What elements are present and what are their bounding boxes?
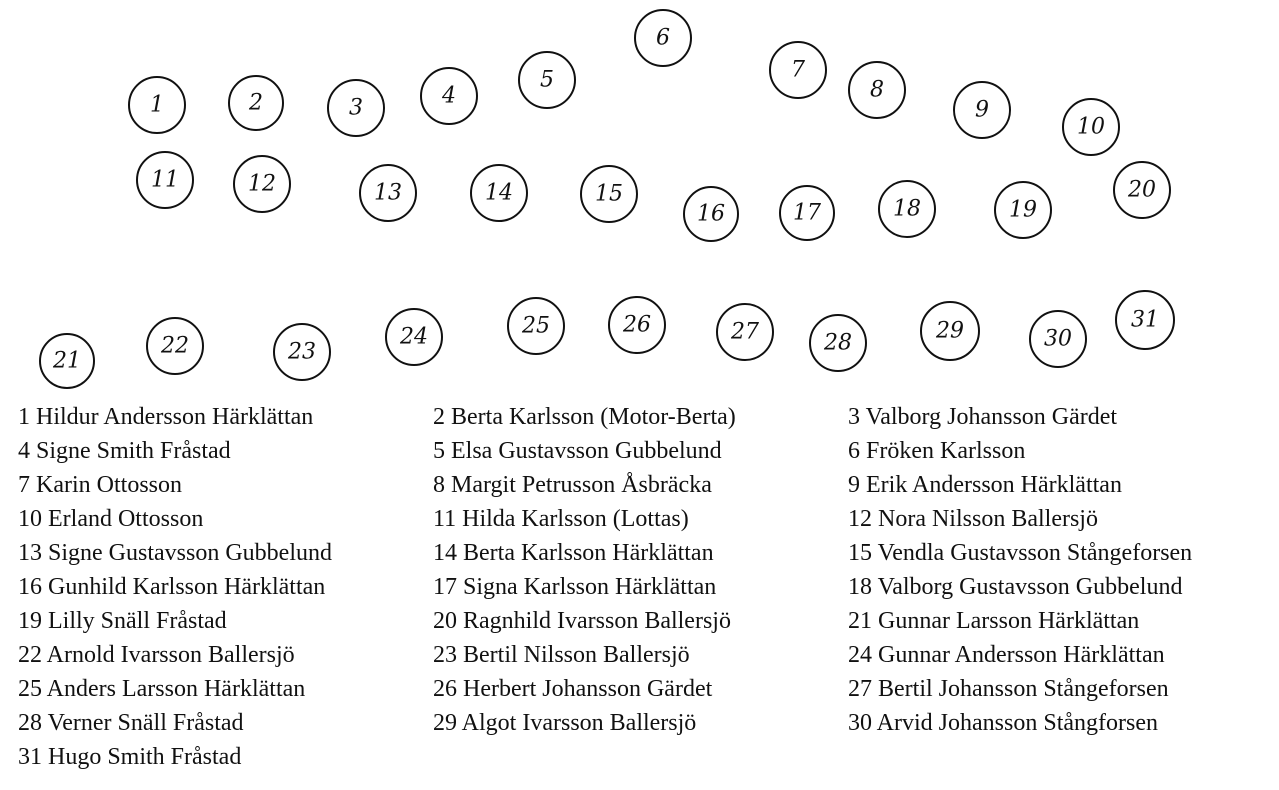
seat-12 (234, 156, 290, 212)
seat-3 (328, 80, 384, 136)
legend-entry: 16 Gunhild Karlsson Härklättan (18, 574, 326, 600)
legend-entry: 1 Hildur Andersson Härklättan (18, 404, 314, 430)
seat-number: 3 (349, 95, 363, 121)
seat-8 (849, 62, 905, 118)
seat-5 (519, 52, 575, 108)
seat-23 (274, 324, 330, 380)
seat-1 (129, 77, 185, 133)
legend-entry: 25 Anders Larsson Härklättan (18, 676, 306, 702)
legend-entry: 19 Lilly Snäll Fråstad (18, 608, 227, 634)
seat-number: 31 (1131, 307, 1159, 333)
legend-column-1 (18, 400, 332, 774)
seat-number: 16 (697, 201, 725, 227)
legend-entry: 4 Signe Smith Fråstad (18, 438, 231, 464)
legend-entry: 27 Bertil Johansson Stångeforsen (848, 676, 1169, 702)
seat-20 (1114, 162, 1170, 218)
seat-number: 22 (161, 333, 189, 359)
legend-entry: 9 Erik Andersson Härklättan (848, 472, 1122, 498)
seat-number: 14 (485, 180, 513, 206)
legend-column-2 (433, 400, 736, 740)
legend-entry: 2 Berta Karlsson (Motor-Berta) (433, 404, 736, 430)
legend-entry: 26 Herbert Johansson Gärdet (433, 676, 713, 702)
seat-number: 27 (731, 319, 759, 345)
seat-17 (780, 186, 834, 240)
legend-entry: 14 Berta Karlsson Härklättan (433, 540, 714, 566)
seat-21 (40, 334, 94, 388)
legend-entry: 29 Algot Ivarsson Ballersjö (433, 710, 697, 736)
seat-number: 1 (150, 92, 164, 118)
seat-30 (1030, 311, 1086, 367)
seat-31 (1116, 291, 1174, 349)
seat-10 (1063, 99, 1119, 155)
seat-14 (471, 165, 527, 221)
seat-16 (684, 187, 738, 241)
legend-entry: 6 Fröken Karlsson (848, 438, 1026, 464)
seat-number: 11 (151, 167, 179, 193)
seat-number: 24 (400, 324, 428, 350)
seat-2 (229, 76, 283, 130)
seat-number: 15 (595, 181, 623, 207)
legend-entry: 7 Karin Ottosson (18, 472, 182, 498)
seat-25 (508, 298, 564, 354)
legend-entry: 10 Erland Ottosson (18, 506, 204, 532)
legend-entry: 23 Bertil Nilsson Ballersjö (433, 642, 690, 668)
seat-6 (635, 10, 691, 66)
seat-11 (137, 152, 193, 208)
seat-number: 20 (1128, 177, 1156, 203)
legend-entry: 20 Ragnhild Ivarsson Ballersjö (433, 608, 731, 634)
seat-number: 29 (936, 318, 964, 344)
seat-26 (609, 297, 665, 353)
legend-entry: 5 Elsa Gustavsson Gubbelund (433, 438, 722, 464)
seat-number: 8 (870, 77, 884, 103)
legend-entry: 8 Margit Petrusson Åsbräcka (433, 472, 712, 498)
seat-4 (421, 68, 477, 124)
seat-number: 6 (656, 25, 670, 51)
legend-entry: 21 Gunnar Larsson Härklättan (848, 608, 1140, 634)
legend-entry: 12 Nora Nilsson Ballersjö (848, 506, 1098, 532)
seat-number: 9 (975, 97, 989, 123)
seat-29 (921, 302, 979, 360)
seat-number: 21 (53, 348, 81, 374)
seat-number: 23 (288, 339, 316, 365)
seat-9 (954, 82, 1010, 138)
seat-18 (879, 181, 935, 237)
seat-number: 25 (522, 313, 550, 339)
legend-entry: 3 Valborg Johansson Gärdet (848, 404, 1118, 430)
seat-number: 10 (1077, 114, 1105, 140)
seat-number: 4 (442, 83, 456, 109)
legend-entry: 18 Valborg Gustavsson Gubbelund (848, 574, 1183, 600)
seat-number: 5 (540, 67, 554, 93)
seat-number: 2 (249, 90, 263, 116)
legend-entry: 17 Signa Karlsson Härklättan (433, 574, 717, 600)
legend-entry: 28 Verner Snäll Fråstad (18, 710, 244, 736)
seat-number: 26 (623, 312, 651, 338)
seat-number: 28 (824, 330, 852, 356)
seat-27 (717, 304, 773, 360)
seat-24 (386, 309, 442, 365)
legend-entry: 11 Hilda Karlsson (Lottas) (433, 506, 689, 532)
seat-number: 7 (791, 57, 805, 83)
legend-column-3 (848, 400, 1192, 740)
seat-number: 13 (374, 180, 402, 206)
seat-19 (995, 182, 1051, 238)
legend-entry: 15 Vendla Gustavsson Stångeforsen (848, 540, 1193, 566)
seat-13 (360, 165, 416, 221)
seat-number: 17 (793, 200, 821, 226)
legend-entry: 30 Arvid Johansson Stångforsen (848, 710, 1158, 736)
seat-number: 19 (1009, 197, 1037, 223)
seat-number: 30 (1044, 326, 1072, 352)
legend-entry: 22 Arnold Ivarsson Ballersjö (18, 642, 295, 668)
seat-28 (810, 315, 866, 371)
seat-7 (770, 42, 826, 98)
legend-entry: 31 Hugo Smith Fråstad (18, 744, 242, 770)
seat-22 (147, 318, 203, 374)
seat-number: 18 (893, 196, 921, 222)
legend-entry: 24 Gunnar Andersson Härklättan (848, 642, 1165, 668)
legend-entry: 13 Signe Gustavsson Gubbelund (18, 540, 332, 566)
seat-number: 12 (248, 171, 276, 197)
seat-15 (581, 166, 637, 222)
